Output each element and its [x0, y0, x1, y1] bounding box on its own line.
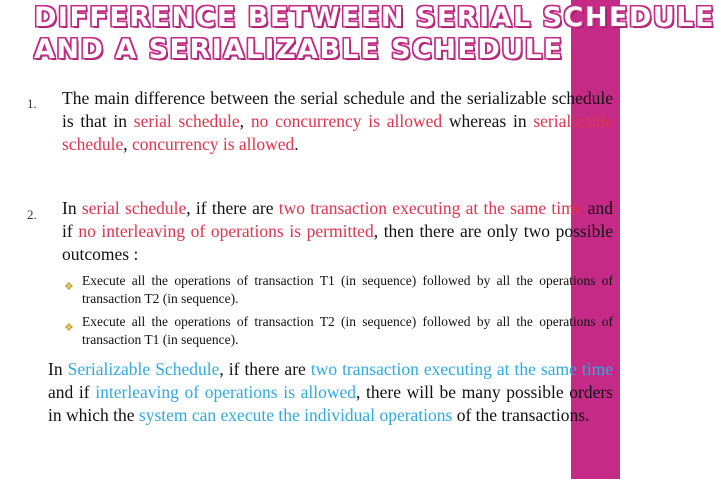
text-segment: , there will be many possible orders in which the	[48, 382, 613, 425]
text-segment: ,	[239, 111, 251, 131]
highlight-red: serial schedule	[81, 198, 187, 218]
text-segment: of the transactions.	[452, 405, 590, 425]
sub-bullet-2: Execute all the operations of transaction T2 (in sequence) followed by all the operations of transaction T1 (in sequence).	[82, 314, 613, 347]
highlight-red: two transaction executing at the same time	[278, 198, 583, 218]
sub-bullet-1: Execute all the operations of transaction T1 (in sequence) followed by all the operations of transaction T2 (in sequence).	[82, 273, 613, 306]
highlight-cyan: system can execute the individual operations	[138, 405, 453, 425]
text-segment: , if there are	[186, 198, 279, 218]
text-segment: and if	[62, 198, 614, 241]
highlight-cyan: Serializable Schedule	[67, 359, 220, 379]
highlight-red: no interleaving of operations is permitted	[78, 221, 374, 241]
diamond-bullet-icon: ❖	[64, 322, 74, 334]
text-segment: and if	[48, 382, 96, 402]
closing-paragraph	[48, 358, 613, 427]
slide-title-line-1: DIFFERENCE BETWEEN SERIAL SCHEDULE	[34, 2, 715, 33]
text-segment: whereas in	[442, 111, 534, 131]
highlight-red: serializable schedule	[62, 111, 614, 154]
text-segment: The main difference between the serial schedule and the serializable schedule is that in	[62, 88, 613, 131]
highlight-red: concurrency is allowed	[131, 134, 295, 154]
highlight-red: no concurrency is allowed	[250, 111, 443, 131]
diamond-bullet-icon: ❖	[64, 281, 74, 293]
point-1-text	[62, 87, 613, 156]
slide-title-line-2: AND A SERIALIZABLE SCHEDULE	[34, 34, 564, 65]
highlight-cyan: two transaction executing at the same time	[310, 359, 614, 379]
text-segment: , if there are	[219, 359, 311, 379]
text-segment: .	[294, 134, 299, 154]
text-segment: , then there are only two possible outcomes :	[62, 221, 613, 264]
highlight-cyan: interleaving of operations is allowed	[95, 382, 356, 402]
text-segment: ,	[123, 134, 132, 154]
point-number: 2.	[27, 207, 37, 222]
text-segment: In	[48, 359, 68, 379]
point-number: 1.	[27, 96, 37, 111]
text-segment: In	[62, 198, 82, 218]
highlight-red: serial schedule	[133, 111, 240, 131]
point-2-text	[62, 197, 613, 266]
